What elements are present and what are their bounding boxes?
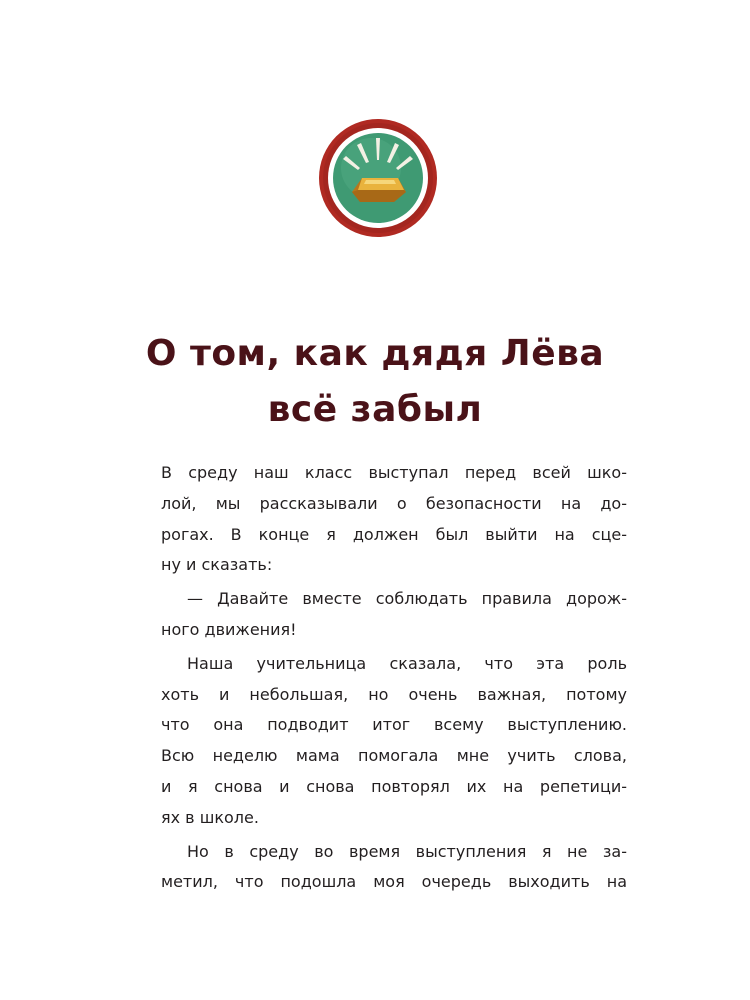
paragraph-4 [161, 837, 627, 899]
text-line: Но в среду во время выступления я не за- [187, 841, 627, 861]
chapter-title [100, 326, 650, 438]
text-line: метил, что подошла моя очередь выходить на [161, 872, 627, 892]
text-line: ну и сказать: [161, 555, 273, 575]
story-text [161, 458, 627, 901]
paragraph-2 [161, 584, 627, 646]
chapter-title-line-1: О том, как дядя Лёва [145, 333, 605, 374]
paragraph-3 [161, 649, 627, 834]
gold-bar-sunburst-icon [316, 116, 440, 240]
text-line: — Давайте вместе соблюдать правила дорож- [187, 589, 627, 609]
text-line: что она подводит итог всему выступлению. [161, 715, 627, 735]
paragraph-1 [161, 458, 627, 581]
text-line: хоть и небольшая, но очень важная, потому [161, 684, 627, 704]
chapter-title-line-2: всё забыл [267, 389, 483, 430]
text-line: В среду наш класс выступал перед всей шко- [161, 463, 627, 482]
text-line: Всю неделю мама помогала мне учить слова, [161, 746, 627, 766]
text-line: лой, мы рассказывали о безопасности на до- [161, 493, 627, 513]
text-line: и я снова и снова повторял их на репетици- [161, 776, 627, 796]
text-line: ях в школе. [161, 807, 259, 827]
text-line: рогах. В конце я должен был выйти на сце- [161, 524, 627, 544]
text-line: ного движения! [161, 619, 297, 639]
text-line: Наша учительница сказала, что эта роль [187, 653, 627, 673]
